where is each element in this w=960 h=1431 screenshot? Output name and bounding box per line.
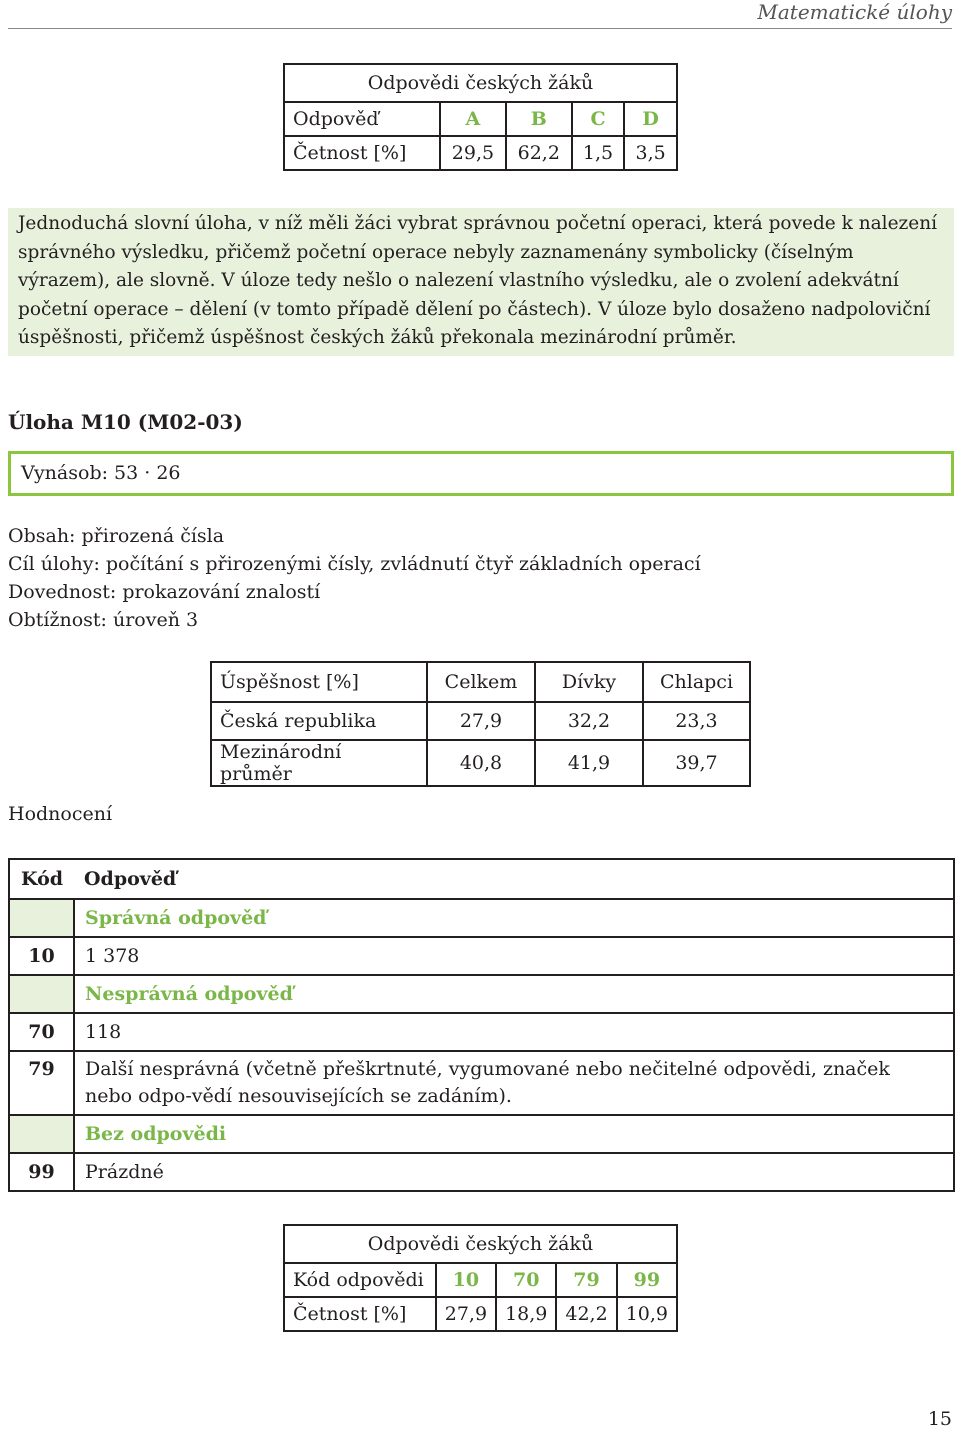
code-79: 79 (9, 1051, 74, 1115)
freq-10: 27,9 (436, 1297, 496, 1331)
option-a: A (440, 102, 506, 136)
codes-header-code: Kód (9, 859, 74, 899)
success-header-girls: Dívky (535, 662, 643, 702)
success-value: 39,7 (643, 740, 750, 786)
success-value: 23,3 (643, 702, 750, 740)
freq-b: 62,2 (506, 136, 572, 170)
code-70: 70 (9, 1013, 74, 1051)
freq-c: 1,5 (572, 136, 625, 170)
section-no-answer: Bez odpovědi (74, 1115, 954, 1153)
success-header-label: Úspěšnost [%] (211, 662, 427, 702)
answers-table-1 (283, 63, 678, 171)
answers-table-1-caption: Odpovědi českých žáků (284, 64, 677, 102)
answer-99: Prázdné (74, 1153, 954, 1191)
code-99: 99 (9, 1153, 74, 1191)
codes-header-answer: Odpověď (74, 859, 954, 899)
section-spacer (9, 1115, 74, 1153)
task-skill: Dovednost: prokazování znalostí (8, 581, 321, 603)
answer-70: 118 (74, 1013, 954, 1051)
answer-code-79: 79 (556, 1263, 616, 1297)
answer-79: Další nesprávná (včetně přeškrtnuté, vygumované nebo nečitelné odpovědi, značek nebo odpo-vědí nesouvisejících se zadáním). (74, 1051, 954, 1115)
answers-table-2-freq-label: Četnost [%] (284, 1297, 436, 1331)
task-content: Obsah: přirozená čísla (8, 525, 225, 547)
success-value: 32,2 (535, 702, 643, 740)
task-prompt-box (8, 451, 954, 496)
header-rule (8, 28, 952, 29)
option-c: C (572, 102, 625, 136)
success-value: 41,9 (535, 740, 643, 786)
success-row-label: Mezinárodní průměr (211, 740, 427, 786)
answer-code-70: 70 (496, 1263, 556, 1297)
task-difficulty: Obtížnost: úroveň 3 (8, 609, 199, 631)
page-number: 15 (927, 1408, 952, 1430)
evaluation-label: Hodnocení (8, 803, 113, 825)
success-row-label: Česká republika (211, 702, 427, 740)
answers-table-2 (283, 1224, 678, 1332)
freq-70: 18,9 (496, 1297, 556, 1331)
success-table (210, 661, 751, 787)
running-header: Matematické úlohy (757, 0, 952, 24)
answers-table-1-row-label: Odpověď (284, 102, 440, 136)
option-b: B (506, 102, 572, 136)
freq-a: 29,5 (440, 136, 506, 170)
section-spacer (9, 975, 74, 1013)
option-d: D (624, 102, 677, 136)
task-title: Úloha M10 (M02-03) (8, 410, 243, 434)
freq-99: 10,9 (617, 1297, 677, 1331)
section-correct: Správná odpověď (74, 899, 954, 937)
freq-d: 3,5 (624, 136, 677, 170)
success-header-total: Celkem (427, 662, 535, 702)
scoring-codes-table (8, 858, 955, 1192)
commentary-box: Jednoduchá slovní úloha, v níž měli žáci vybrat správnou početní operaci, která povede k nalezení správného výsledku, přičemž početní operace nebyly zaznamenány symbolicky (číselným výrazem), ale slovně. V úloze tedy nešlo o nalezení vlastního výsledku, ale o zvolení adekvátní početní operace – dělení (v tomto případě dělení po částech). V úloze bylo dosaženo nadpoloviční úspěšnosti, přičemž úspěšnost českých žáků překonala mezinárodní průměr. (8, 208, 954, 356)
answer-code-99: 99 (617, 1263, 677, 1297)
task-prompt: Vynásob: 53 · 26 (21, 462, 181, 484)
task-goal: Cíl úlohy: počítání s přirozenými čísly, zvládnutí čtyř základních operací (8, 553, 701, 575)
answers-table-2-row-label: Kód odpovědi (284, 1263, 436, 1297)
answers-table-1-freq-label: Četnost [%] (284, 136, 440, 170)
answer-10: 1 378 (74, 937, 954, 975)
answers-table-2-caption: Odpovědi českých žáků (284, 1225, 677, 1263)
answer-code-10: 10 (436, 1263, 496, 1297)
success-value: 27,9 (427, 702, 535, 740)
section-spacer (9, 899, 74, 937)
task-metadata (8, 522, 701, 634)
section-incorrect: Nesprávná odpověď (74, 975, 954, 1013)
freq-79: 42,2 (556, 1297, 616, 1331)
success-header-boys: Chlapci (643, 662, 750, 702)
code-10: 10 (9, 937, 74, 975)
success-value: 40,8 (427, 740, 535, 786)
